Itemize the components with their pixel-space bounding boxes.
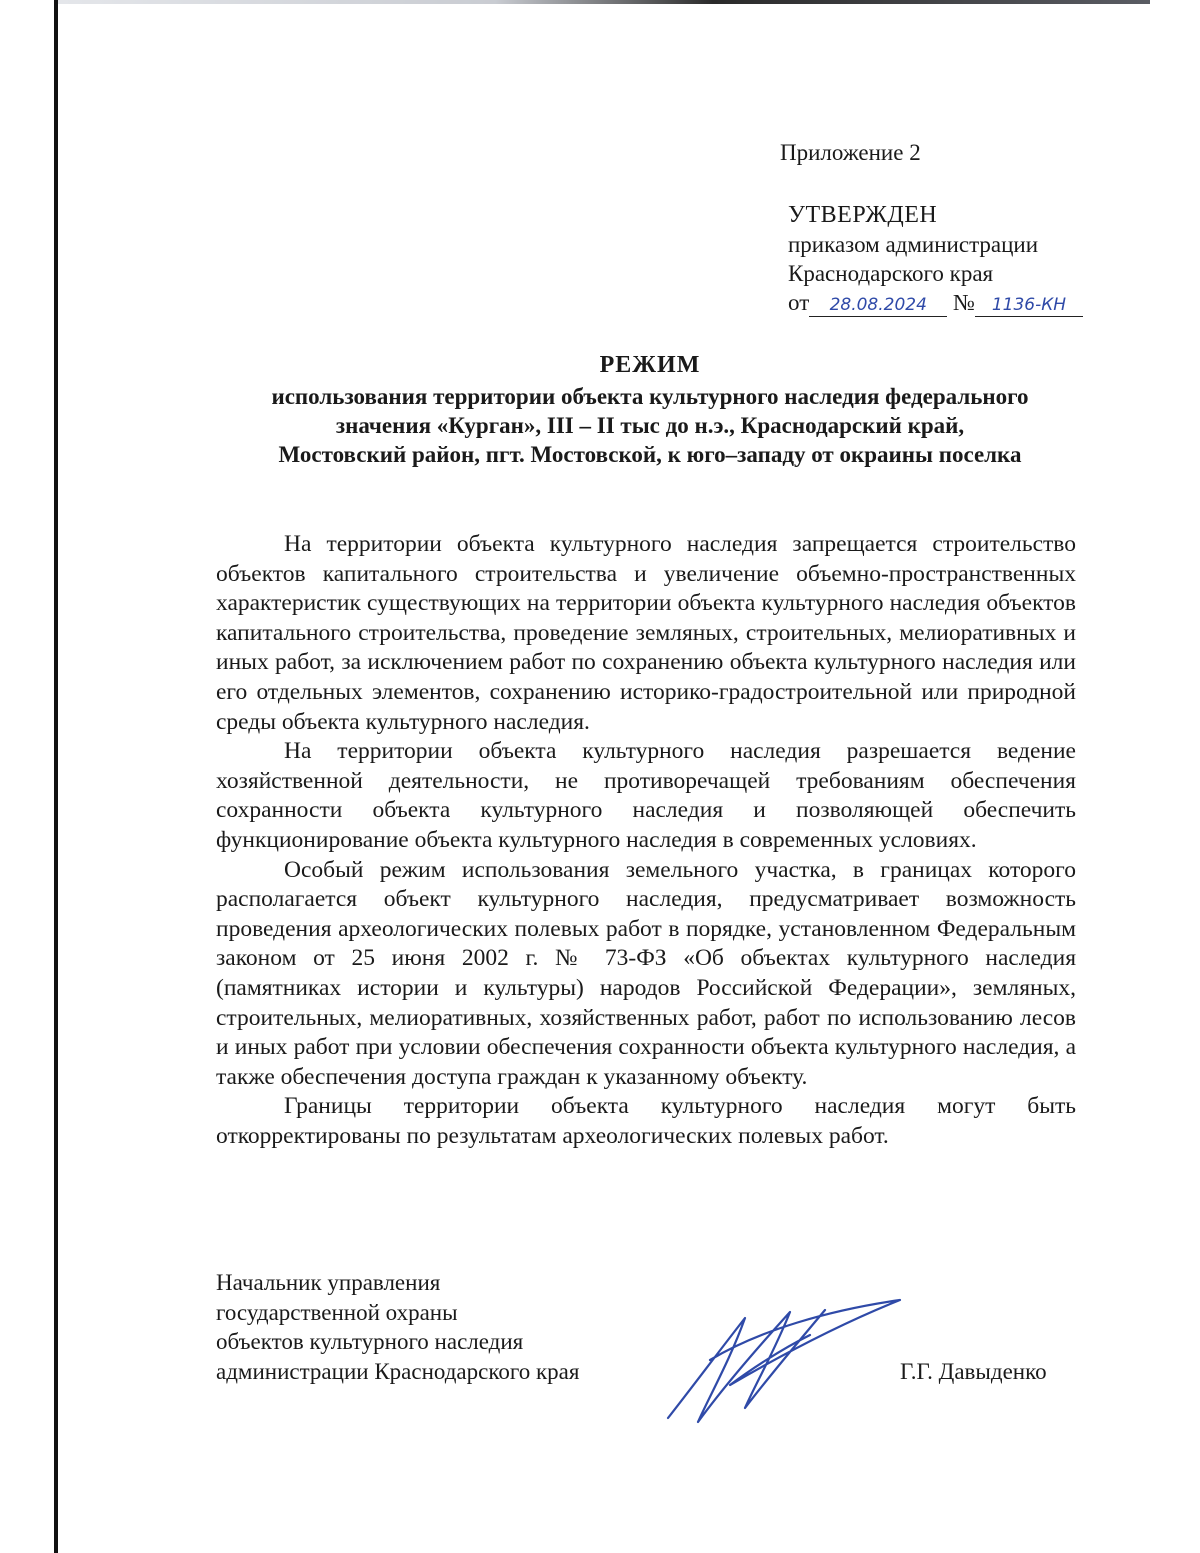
order-date: 28.08.2024 [809, 294, 947, 317]
scan-border-top [58, 0, 1150, 4]
scan-border-left [54, 0, 58, 1553]
signatory-line-4: администрации Краснодарского края [216, 1358, 580, 1384]
document-body [216, 530, 1076, 1151]
paragraph-special-regime: Особый режим использования земельного участка, в границах которого располагается объект культурного наследия, предусматривает возможность проведения археологических полевых работ в порядке, установленном Федеральным законом от 25 июня 2002 г. № 73-ФЗ «Об объектах культурного наследия (памятниках истории и культуры) народов Российской Федерации», земляных, строительных, мелиоративных, хозяйственных работ, работ по использованию лесов и иных работ при условии обеспечения сохранности объекта культурного наследия, а также обеспечения доступа граждан к указанному объекту. [216, 856, 1076, 1090]
approved-by-order: приказом администрации [788, 232, 1039, 257]
title-line-2: значения «Курган», III – II тыс до н.э., Краснодарский край, [335, 413, 965, 438]
signatory-position [216, 1268, 579, 1386]
title-line-1: использования территории объекта культурного наследия федерального [271, 384, 1029, 409]
title-line-3: Мостовский район, пгт. Мостовской, к юго–западу от окраины поселка [278, 442, 1022, 467]
approved-region: Краснодарского края [788, 261, 994, 286]
appendix-label: Приложение 2 [780, 140, 921, 165]
date-prefix: от [788, 290, 810, 315]
signatory-name: Г.Г. Давыденко [900, 1359, 1047, 1384]
document-title [200, 350, 1100, 469]
paragraph-prohibitions: На территории объекта культурного наследия запрещается строительство объектов капитального строительства и увеличение объемно-пространственных характеристик существующих на территории объекта культурного наследия объектов капитального строительства, проведение земляных, строительных, мелиоративных и иных работ, за исключением работ по сохранению объекта культурного наследия или его отдельных элементов, сохранению историко-градостроительной или природной среды объекта культурного наследия. [216, 531, 1076, 735]
order-reference [788, 288, 1083, 317]
order-number: 1136-КН [975, 294, 1083, 317]
signatory-line-2: государственной охраны [216, 1299, 458, 1325]
paragraph-permitted-activity: На территории объекта культурного наследия разрешается ведение хозяйственной деятельности, не противоречащей требованиям обеспечения сохранности объекта культурного наследия и позволяющей обеспечить функционирование объекта культурного наследия в современных условиях. [216, 738, 1076, 853]
approved-label: УТВЕРЖДЕН [788, 202, 938, 228]
number-prefix: № [953, 290, 975, 315]
signatory-line-3: объектов культурного наследия [216, 1329, 524, 1354]
handwritten-signature [650, 1290, 910, 1430]
paragraph-boundaries: Границы территории объекта культурного наследия могут быть откорректированы по результатам археологических полевых работ. [216, 1093, 1076, 1149]
signatory-line-1: Начальник управления [216, 1270, 441, 1295]
title-main: РЕЖИМ [599, 352, 701, 378]
approval-stamp [780, 138, 1083, 317]
